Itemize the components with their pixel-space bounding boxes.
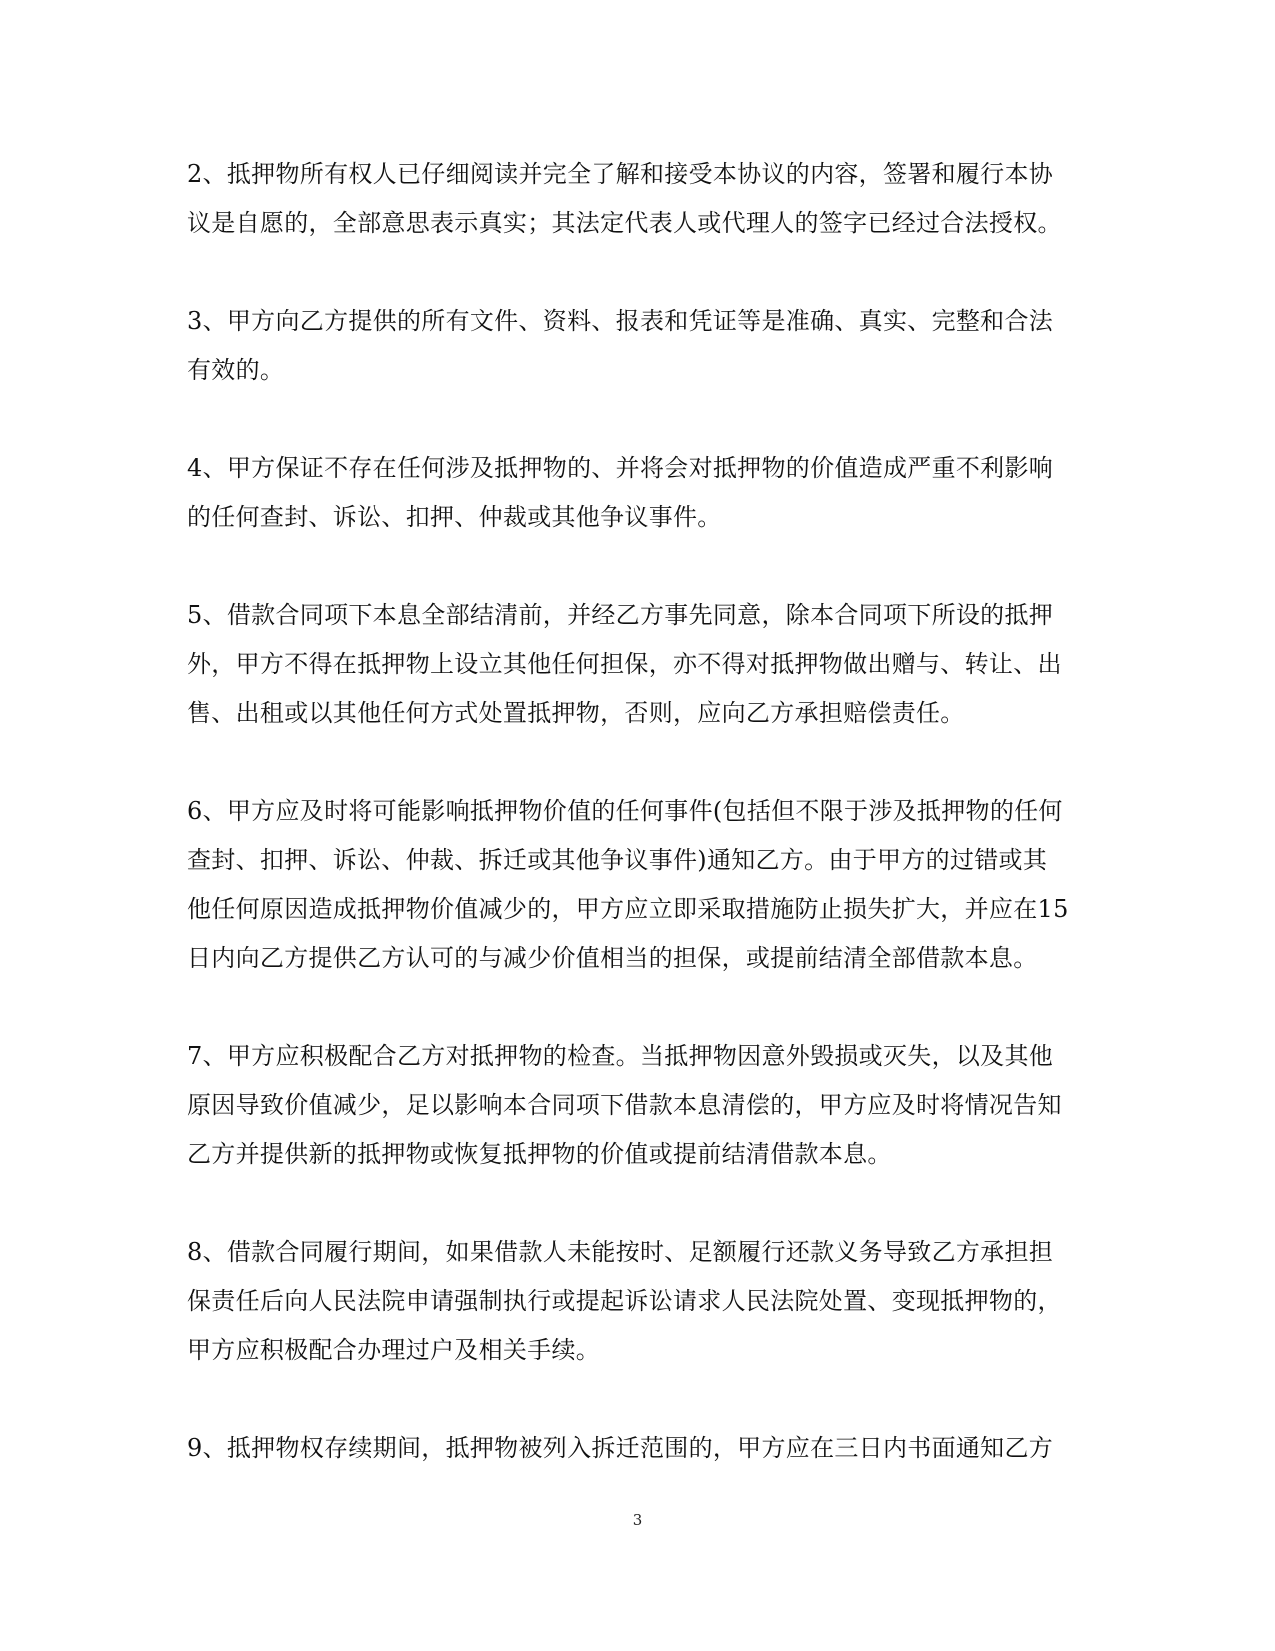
clause-8 <box>187 1228 1087 1375</box>
clause-5 <box>187 591 1087 738</box>
page-number: 3 <box>632 1511 643 1529</box>
text-line: 7、甲方应积极配合乙方对抵押物的检查。当抵押物因意外毁损或灭失，以及其他 <box>187 1042 1054 1070</box>
text-line: 日内向乙方提供乙方认可的与减少价值相当的担保，或提前结清全部借款本息。 <box>187 944 1038 972</box>
text-line: 4、甲方保证不存在任何涉及抵押物的、并将会对抵押物的价值造成严重不利影响 <box>187 454 1054 482</box>
clause-7 <box>187 1032 1087 1179</box>
clause-6 <box>187 787 1087 983</box>
clause-9 <box>187 1424 1087 1473</box>
text-line: 外，甲方不得在抵押物上设立其他任何担保，亦不得对抵押物做出赠与、转让、出 <box>187 650 1062 678</box>
text-line: 6、甲方应及时将可能影响抵押物价值的任何事件(包括但不限于涉及抵押物的任何 <box>187 797 1063 825</box>
text-line: 甲方应积极配合办理过户及相关手续。 <box>187 1336 601 1364</box>
text-line: 售、出租或以其他任何方式处置抵押物，否则，应向乙方承担赔偿责任。 <box>187 699 965 727</box>
text-line: 有效的。 <box>187 356 285 384</box>
text-line: 8、借款合同履行期间，如果借款人未能按时、足额履行还款义务导致乙方承担担 <box>187 1238 1054 1266</box>
text-line: 的任何查封、诉讼、扣押、仲裁或其他争议事件。 <box>187 503 722 531</box>
text-line: 3、甲方向乙方提供的所有文件、资料、报表和凭证等是准确、真实、完整和合法 <box>187 307 1054 335</box>
text-line: 乙方并提供新的抵押物或恢复抵押物的价值或提前结清借款本息。 <box>187 1140 892 1168</box>
text-line: 保责任后向人民法院申请强制执行或提起诉讼请求人民法院处置、变现抵押物的， <box>187 1287 1062 1315</box>
document-body <box>187 150 1087 1522</box>
text-line: 原因导致价值减少，足以影响本合同项下借款本息清偿的，甲方应及时将情况告知 <box>187 1091 1062 1119</box>
text-line: 9、抵押物权存续期间，抵押物被列入拆迁范围的，甲方应在三日内书面通知乙方 <box>187 1434 1054 1462</box>
clause-2 <box>187 150 1087 248</box>
text-line: 议是自愿的，全部意思表示真实；其法定代表人或代理人的签字已经过合法授权。 <box>187 209 1062 237</box>
text-line: 5、借款合同项下本息全部结清前，并经乙方事先同意，除本合同项下所设的抵押 <box>187 601 1054 629</box>
clause-4 <box>187 444 1087 542</box>
text-line: 2、抵押物所有权人已仔细阅读并完全了解和接受本协议的内容，签署和履行本协 <box>187 160 1054 188</box>
text-line: 查封、扣押、诉讼、仲裁、拆迁或其他争议事件)通知乙方。由于甲方的过错或其 <box>187 846 1048 874</box>
text-line: 他任何原因造成抵押物价值减少的，甲方应立即采取措施防止损失扩大，并应在15 <box>187 895 1069 923</box>
clause-3 <box>187 297 1087 395</box>
